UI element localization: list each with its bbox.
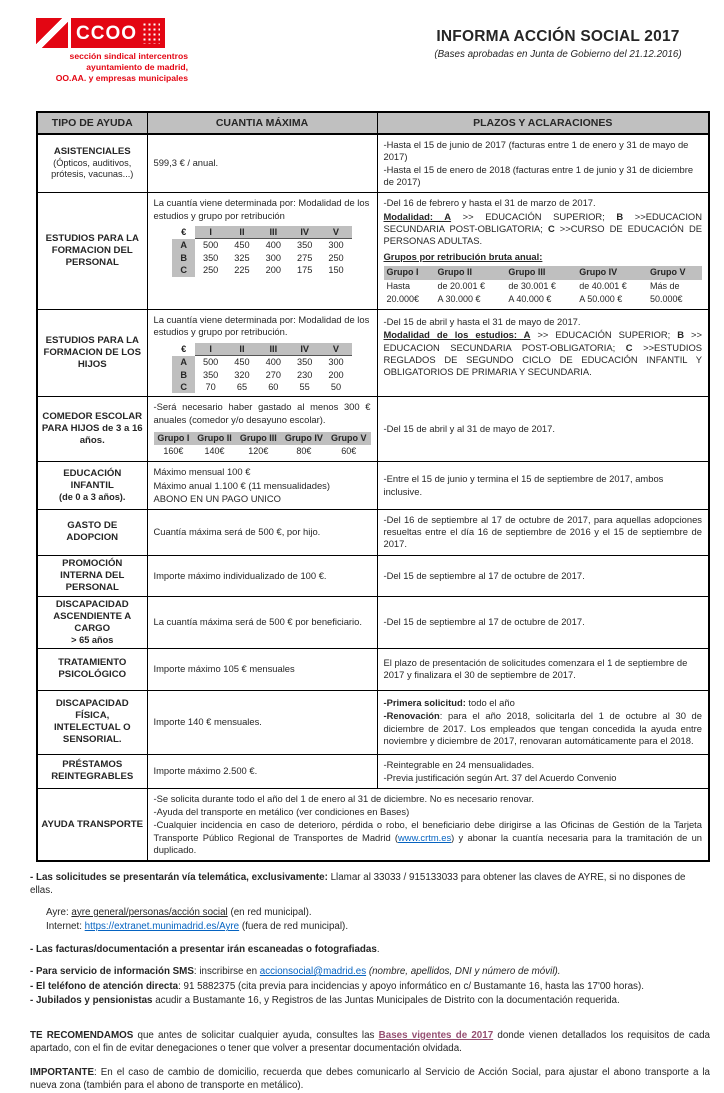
title-block bbox=[408, 18, 708, 85]
matrix-cell: € bbox=[181, 343, 187, 354]
matrix-cell: IV bbox=[289, 343, 320, 356]
email-link[interactable]: accionsocial@madrid.es bbox=[259, 965, 367, 977]
matrix-cell: A bbox=[172, 356, 195, 369]
grupo-cell: Grupo III bbox=[236, 432, 281, 445]
row-educacion-infantil bbox=[37, 462, 709, 510]
aid-type-sub: (Ópticos, auditivos, prótesis, vacunas...) bbox=[51, 158, 134, 180]
cuantia-intro: -Será necesario haber gastado al menos 300 € anuales (comedor y/o desayuno escolar). bbox=[153, 401, 371, 425]
grupo-cell: 160€ bbox=[163, 446, 184, 457]
aid-type: ESTUDIOS PARA LA FORMACION DE LOS HIJOS bbox=[43, 335, 142, 371]
matrix-cell: A bbox=[172, 239, 195, 252]
note-recomendamos: TE RECOMENDAMOS que antes de solicitar cualquier ayuda, consultes las Bases vigentes de 2017 donde vienen detallados los requisitos de cada apartado, con el fin de evitar denegaciones o tener que volver a presentar documentación olvidada. bbox=[30, 1030, 710, 1054]
grupo-cell: Grupo V bbox=[327, 432, 371, 445]
ccoo-brand-text: CCOO bbox=[76, 22, 137, 44]
grupo-cell: Grupo II bbox=[435, 266, 506, 279]
matrix-cell: 225 bbox=[234, 265, 250, 276]
plazo-line: -Reintegrable en 24 mensualidades. bbox=[383, 758, 535, 770]
aid-type: COMEDOR ESCOLAR PARA HIJOS de 3 a 16 años. bbox=[41, 411, 143, 447]
matrix-cell: 230 bbox=[296, 369, 313, 380]
matrix-cell: 350 bbox=[202, 252, 219, 263]
matrix-cell: 275 bbox=[296, 252, 313, 263]
matrix-cell: 200 bbox=[265, 265, 281, 276]
plazo-line: -Del 15 de septiembre al 17 de octubre de 2017. bbox=[383, 616, 585, 627]
crtm-link[interactable]: www.crtm.es bbox=[398, 831, 452, 843]
matrix-cell: 55 bbox=[299, 381, 310, 392]
cuantia-text: Importe máximo individualizado de 100 €. bbox=[153, 569, 327, 581]
grupo-cell: 120€ bbox=[248, 446, 269, 457]
cuantia-text: La cuantía máxima será de 500 € por beneficiario. bbox=[153, 616, 362, 627]
matrix-cell: 150 bbox=[328, 265, 344, 276]
note-ayre: Ayre: ayre general/personas/acción social (en red municipal). bbox=[46, 906, 312, 918]
note-solicitudes: - Las solicitudes se presentarán vía telemática, exclusivamente: Llamar al 33033 / 915133033 para obtener las claves de AYRE, si no dispones de ellas. bbox=[30, 872, 686, 896]
grupo-cell: de 30.001 € bbox=[508, 280, 556, 291]
aid-type-sub: > 65 años bbox=[71, 634, 114, 645]
row-discapacidad-ascendiente bbox=[37, 596, 709, 648]
matrix-cell: C bbox=[172, 264, 195, 276]
grupo-cell: Grupo I bbox=[154, 432, 194, 445]
row-prestamos bbox=[37, 754, 709, 788]
logo-caption-line1: sección sindical intercentros bbox=[69, 51, 188, 61]
note-facturas: - Las facturas/documentación a presentar irán escaneadas o fotografiadas. bbox=[30, 944, 380, 956]
grupo-cell: Grupo I bbox=[384, 266, 435, 279]
matrix-cell: I bbox=[195, 226, 226, 239]
aid-type: GASTO DE ADOPCION bbox=[66, 520, 119, 544]
grupo-cell: 140€ bbox=[204, 446, 225, 457]
page-subtitle: (Bases aprobadas en Junta de Gobierno del 21.12.2016) bbox=[434, 49, 682, 60]
aid-type-sub: (de 0 a 3 años). bbox=[59, 492, 126, 503]
ccoo-wordmark bbox=[71, 18, 165, 48]
cuantia-line: Máximo mensual 100 € bbox=[153, 466, 251, 478]
retribution-matrix bbox=[172, 343, 351, 394]
modalidad-text: Modalidad: A >> EDUCACIÓN SUPERIOR; B >>EDUCACION SECUNDARIA POST-OBLIGATORIA; C >>CURSO DE EDUCACIÓN DE PERSONAS ADULTAS. bbox=[383, 210, 702, 247]
grupos-retribucion-table bbox=[384, 266, 703, 306]
logo-caption-line2: ayuntamiento de madrid, bbox=[86, 62, 188, 73]
grupo-cell: Grupo V bbox=[647, 266, 702, 279]
column-header-cuantia: CUANTIA MÁXIMA bbox=[147, 112, 377, 134]
matrix-cell: III bbox=[258, 343, 289, 356]
matrix-cell: 70 bbox=[205, 381, 216, 392]
matrix-cell: 250 bbox=[202, 265, 219, 276]
matrix-cell: II bbox=[226, 226, 257, 239]
matrix-cell: € bbox=[181, 227, 187, 238]
ccoo-dots-icon bbox=[142, 22, 160, 44]
grupo-cell: de 40.001 € bbox=[579, 280, 627, 291]
matrix-cell: V bbox=[320, 226, 351, 239]
row-gasto-adopcion bbox=[37, 510, 709, 556]
modalidad-text: Modalidad de los estudios: A >> EDUCACIÓN SUPERIOR; B >> EDUCACION SECUNDARIA POST-OBLIGATORIA; C >>ESTUDIOS REGLADOS DE SEGUNDO CICLO DE EDUCACIÓN INFANTIL Y OBLIGATORIOS DE PRIMARIA Y SECUNDARIA. bbox=[383, 329, 702, 378]
matrix-cell: 300 bbox=[328, 240, 344, 251]
note-importante: IMPORTANTE: En el caso de cambio de domicilio, recuerda que debes comunicarlo al Servicio de Acción Social, para ajustar el abono transporte a la nueva zona (también para el abono de transporte en metálico). bbox=[30, 1067, 710, 1092]
matrix-cell: 500 bbox=[202, 357, 219, 368]
plazo-line: -Primera solicitud: todo el año bbox=[383, 697, 515, 709]
matrix-cell: 400 bbox=[265, 357, 281, 368]
matrix-cell: I bbox=[195, 343, 226, 356]
matrix-cell: 250 bbox=[328, 252, 344, 263]
aid-type: PRÉSTAMOS REINTEGRABLES bbox=[51, 759, 134, 783]
row-ayuda-transporte bbox=[37, 789, 709, 862]
column-header-plazos: PLAZOS Y ACLARACIONES bbox=[377, 112, 709, 134]
grupos-header-row bbox=[384, 266, 703, 279]
aid-type: PROMOCIÓN INTERNA DEL PERSONAL bbox=[60, 557, 125, 593]
aid-type: AYUDA TRANSPORTE bbox=[41, 818, 144, 830]
matrix-cell: B bbox=[172, 369, 195, 381]
matrix-row bbox=[172, 381, 351, 393]
grupo-cell: Grupo IV bbox=[576, 266, 647, 279]
cuantia-line: ABONO EN UN PAGO UNICO bbox=[153, 492, 281, 504]
matrix-cell: 175 bbox=[296, 265, 313, 276]
matrix-cell: V bbox=[320, 343, 351, 356]
matrix-cell: 350 bbox=[296, 357, 313, 368]
matrix-cell: C bbox=[172, 381, 195, 393]
matrix-row bbox=[172, 264, 351, 276]
grupo-cell: Grupo II bbox=[193, 432, 235, 445]
plazo-line: -Del 15 de abril y hasta el 31 de mayo de 2017. bbox=[383, 316, 581, 328]
matrix-cell: 320 bbox=[234, 369, 250, 380]
plazo-line: -Del 15 de septiembre al 17 de octubre de 2017. bbox=[383, 569, 585, 581]
grupo-cell: de 20.001 € bbox=[437, 280, 486, 291]
matrix-cell: 350 bbox=[202, 369, 219, 380]
aid-type: ASISTENCIALES bbox=[53, 146, 131, 158]
matrix-cell: III bbox=[258, 226, 289, 239]
plazo-line: -Hasta el 15 de enero de 2018 (facturas entre 1 de junio y 31 de diciembre de 2017) bbox=[383, 163, 694, 188]
page-header bbox=[0, 0, 724, 85]
matrix-cell: 450 bbox=[234, 240, 250, 251]
aid-type: DISCAPACIDAD FÍSICA, INTELECTUAL O SENSORIAL. bbox=[53, 698, 131, 746]
plazo-line: -Hasta el 15 de junio de 2017 (facturas entre 1 de enero y 31 de mayo de 2017) bbox=[383, 138, 689, 162]
ayre-path: ayre general/personas/acción social bbox=[71, 906, 228, 918]
grupos-label: Grupos por retribución bruta anual: bbox=[383, 251, 543, 263]
matrix-header-row bbox=[172, 343, 351, 356]
grupo-cell: 50.000€ bbox=[650, 293, 683, 304]
table-header-row bbox=[37, 112, 709, 134]
row-tratamiento-psicologico bbox=[37, 648, 709, 690]
grupo-cell: Grupo IV bbox=[281, 432, 327, 445]
cuantia-line: Máximo anual 1.100 € (11 mensualidades) bbox=[153, 479, 330, 491]
transporte-line: -Se solicita durante todo el año del 1 de enero al 31 de diciembre. No es necesario renovar. bbox=[153, 793, 534, 805]
matrix-cell: IV bbox=[289, 226, 320, 239]
matrix-cell: 60 bbox=[268, 381, 279, 392]
transporte-line: -Cualquier incidencia en caso de deterioro, pérdida o robo, el beneficiario debe dirigirse a las Oficinas de Gestión de la Tarjeta Transporte Público Regional de Transportes de Madrid (www.crtm.es) y abonar la cuantía necesaria para la tramitación de un duplicado. bbox=[153, 819, 702, 855]
matrix-row bbox=[172, 369, 351, 381]
plazo-line: -Del 15 de abril y al 31 de mayo de 2017. bbox=[383, 423, 555, 435]
ccoo-logo-block bbox=[36, 18, 206, 85]
row-discapacidad-fisica bbox=[37, 690, 709, 754]
grupo-cell: 60€ bbox=[341, 446, 357, 457]
grupo-cell: A 30.000 € bbox=[437, 293, 481, 304]
ccoo-flag-icon bbox=[36, 18, 68, 48]
grupos-row bbox=[384, 280, 703, 293]
ccoo-logo bbox=[36, 18, 206, 48]
row-asistenciales bbox=[37, 134, 709, 193]
grupo-cell: Grupo III bbox=[505, 266, 576, 279]
aid-type: ESTUDIOS PARA LA FORMACION DEL PERSONAL bbox=[45, 233, 139, 269]
matrix-cell: 300 bbox=[265, 252, 281, 263]
cuantia-text: Importe máximo 105 € mensuales bbox=[153, 663, 295, 674]
grupos-comedor-table bbox=[154, 432, 371, 459]
cuantia-text: Cuantía máxima será de 500 €, por hijo. bbox=[153, 526, 321, 538]
grupo-cell: A 50.000 € bbox=[579, 293, 623, 304]
aid-table bbox=[36, 111, 710, 863]
cuantia-text: 599,3 € / anual. bbox=[153, 157, 219, 169]
matrix-cell: 300 bbox=[328, 357, 344, 368]
note-sms: - Para servicio de información SMS: inscribirse en accionsocial@madrid.es (nombre, apellidos, DNI y número de móvil). bbox=[30, 965, 561, 977]
matrix-cell: 500 bbox=[202, 240, 219, 251]
row-comedor bbox=[37, 397, 709, 462]
cuantia-intro: La cuantía viene determinada por: Modalidad de los estudios y grupo por retribución. bbox=[153, 314, 370, 338]
plazo-line: -Del 16 de febrero y hasta el 31 de marzo de 2017. bbox=[383, 197, 596, 209]
matrix-cell: 270 bbox=[265, 369, 281, 380]
matrix-row bbox=[172, 239, 351, 252]
extranet-link[interactable]: https://extranet.munimadrid.es/Ayre bbox=[84, 921, 240, 933]
matrix-cell: 200 bbox=[328, 369, 344, 380]
page-title: INFORMA ACCIÓN SOCIAL 2017 bbox=[436, 28, 680, 45]
row-promocion-interna bbox=[37, 555, 709, 596]
grupos-row bbox=[384, 293, 703, 306]
plazo-line: El plazo de presentación de solicitudes comenzara el 1 de septiembre de 2017 y finalizara el 30 de septiembre de 2017. bbox=[383, 656, 688, 681]
aid-type: EDUCACIÓN INFANTIL bbox=[63, 468, 122, 492]
plazo-line: -Entre el 15 de junio y termina el 15 de septiembre de 2017, ambos inclusive. bbox=[383, 473, 664, 497]
note-telefono: - El teléfono de atención directa: 91 5882375 (cita previa para incidencias y apoyo informático en c/ Bustamante 16, hasta las 17'00 horas). bbox=[30, 980, 644, 992]
matrix-cell: 65 bbox=[236, 381, 248, 392]
logo-caption-line3: OO.AA. y empresas municipales bbox=[55, 73, 188, 84]
matrix-cell: 350 bbox=[296, 240, 313, 251]
cuantia-text: Importe 140 € mensuales. bbox=[153, 716, 262, 727]
logo-caption bbox=[36, 51, 188, 85]
matrix-row bbox=[172, 356, 351, 369]
bases-vigentes-link[interactable]: Bases vigentes de 2017 bbox=[378, 1030, 494, 1042]
cuantia-text: Importe máximo 2.500 €. bbox=[153, 765, 258, 777]
matrix-header-row bbox=[172, 226, 351, 239]
grupo-cell: Hasta bbox=[386, 280, 411, 291]
column-header-tipo: TIPO DE AYUDA bbox=[37, 112, 147, 134]
plazo-line: -Renovación: para el año 2018, solicitarla del 1 de octubre al 30 de diciembre de 2017. Los empleados que tengan concedida la ayuda entre noviembre y diciembre de 2017, renovaran automáticamente para el 2018. bbox=[383, 710, 702, 746]
aid-type: TRATAMIENTO PSICOLÓGICO bbox=[58, 657, 127, 681]
grupo-cell: Más de bbox=[650, 280, 680, 291]
cuantia-intro: La cuantía viene determinada por: Modalidad de los estudios y grupo por retribución bbox=[153, 197, 370, 221]
note-internet: Internet: https://extranet.munimadrid.es/Ayre (fuera de red municipal). bbox=[46, 921, 349, 933]
matrix-cell: B bbox=[172, 252, 195, 264]
footer-notes bbox=[30, 872, 710, 1093]
matrix-cell: 325 bbox=[234, 252, 250, 263]
plazo-line: -Del 16 de septiembre al 17 de octubre de 2017, para aquellas adopciones resueltas entre el día 16 de septiembre de 2016 y el 15 de septiembre de 2017. bbox=[383, 514, 702, 550]
transporte-line: -Ayuda del transporte en metálico (ver condiciones en Bases) bbox=[153, 806, 410, 818]
grupos-row bbox=[154, 445, 371, 458]
retribution-matrix bbox=[172, 226, 351, 277]
row-estudios-hijos bbox=[37, 310, 709, 397]
matrix-cell: 450 bbox=[234, 357, 250, 368]
aid-type: DISCAPACIDAD ASCENDIENTE A CARGO bbox=[53, 598, 132, 634]
grupo-cell: A 40.000 € bbox=[508, 293, 552, 304]
matrix-cell: 50 bbox=[330, 381, 342, 392]
note-jubilados: - Jubilados y pensionistas acudir a Bustamante 16, y Registros de las Juntas Municipales de Distrito con la documentación requerida. bbox=[30, 995, 620, 1007]
row-estudios-personal bbox=[37, 193, 709, 310]
matrix-cell: 400 bbox=[265, 240, 281, 251]
grupos-header-row bbox=[154, 432, 371, 445]
matrix-row bbox=[172, 252, 351, 264]
matrix-cell: II bbox=[226, 343, 257, 356]
grupo-cell: 80€ bbox=[296, 446, 312, 457]
plazo-line: -Previa justificación según Art. 37 del Acuerdo Convenio bbox=[383, 771, 617, 783]
grupo-cell: 20.000€ bbox=[386, 293, 420, 304]
aid-table-wrapper bbox=[36, 111, 708, 863]
